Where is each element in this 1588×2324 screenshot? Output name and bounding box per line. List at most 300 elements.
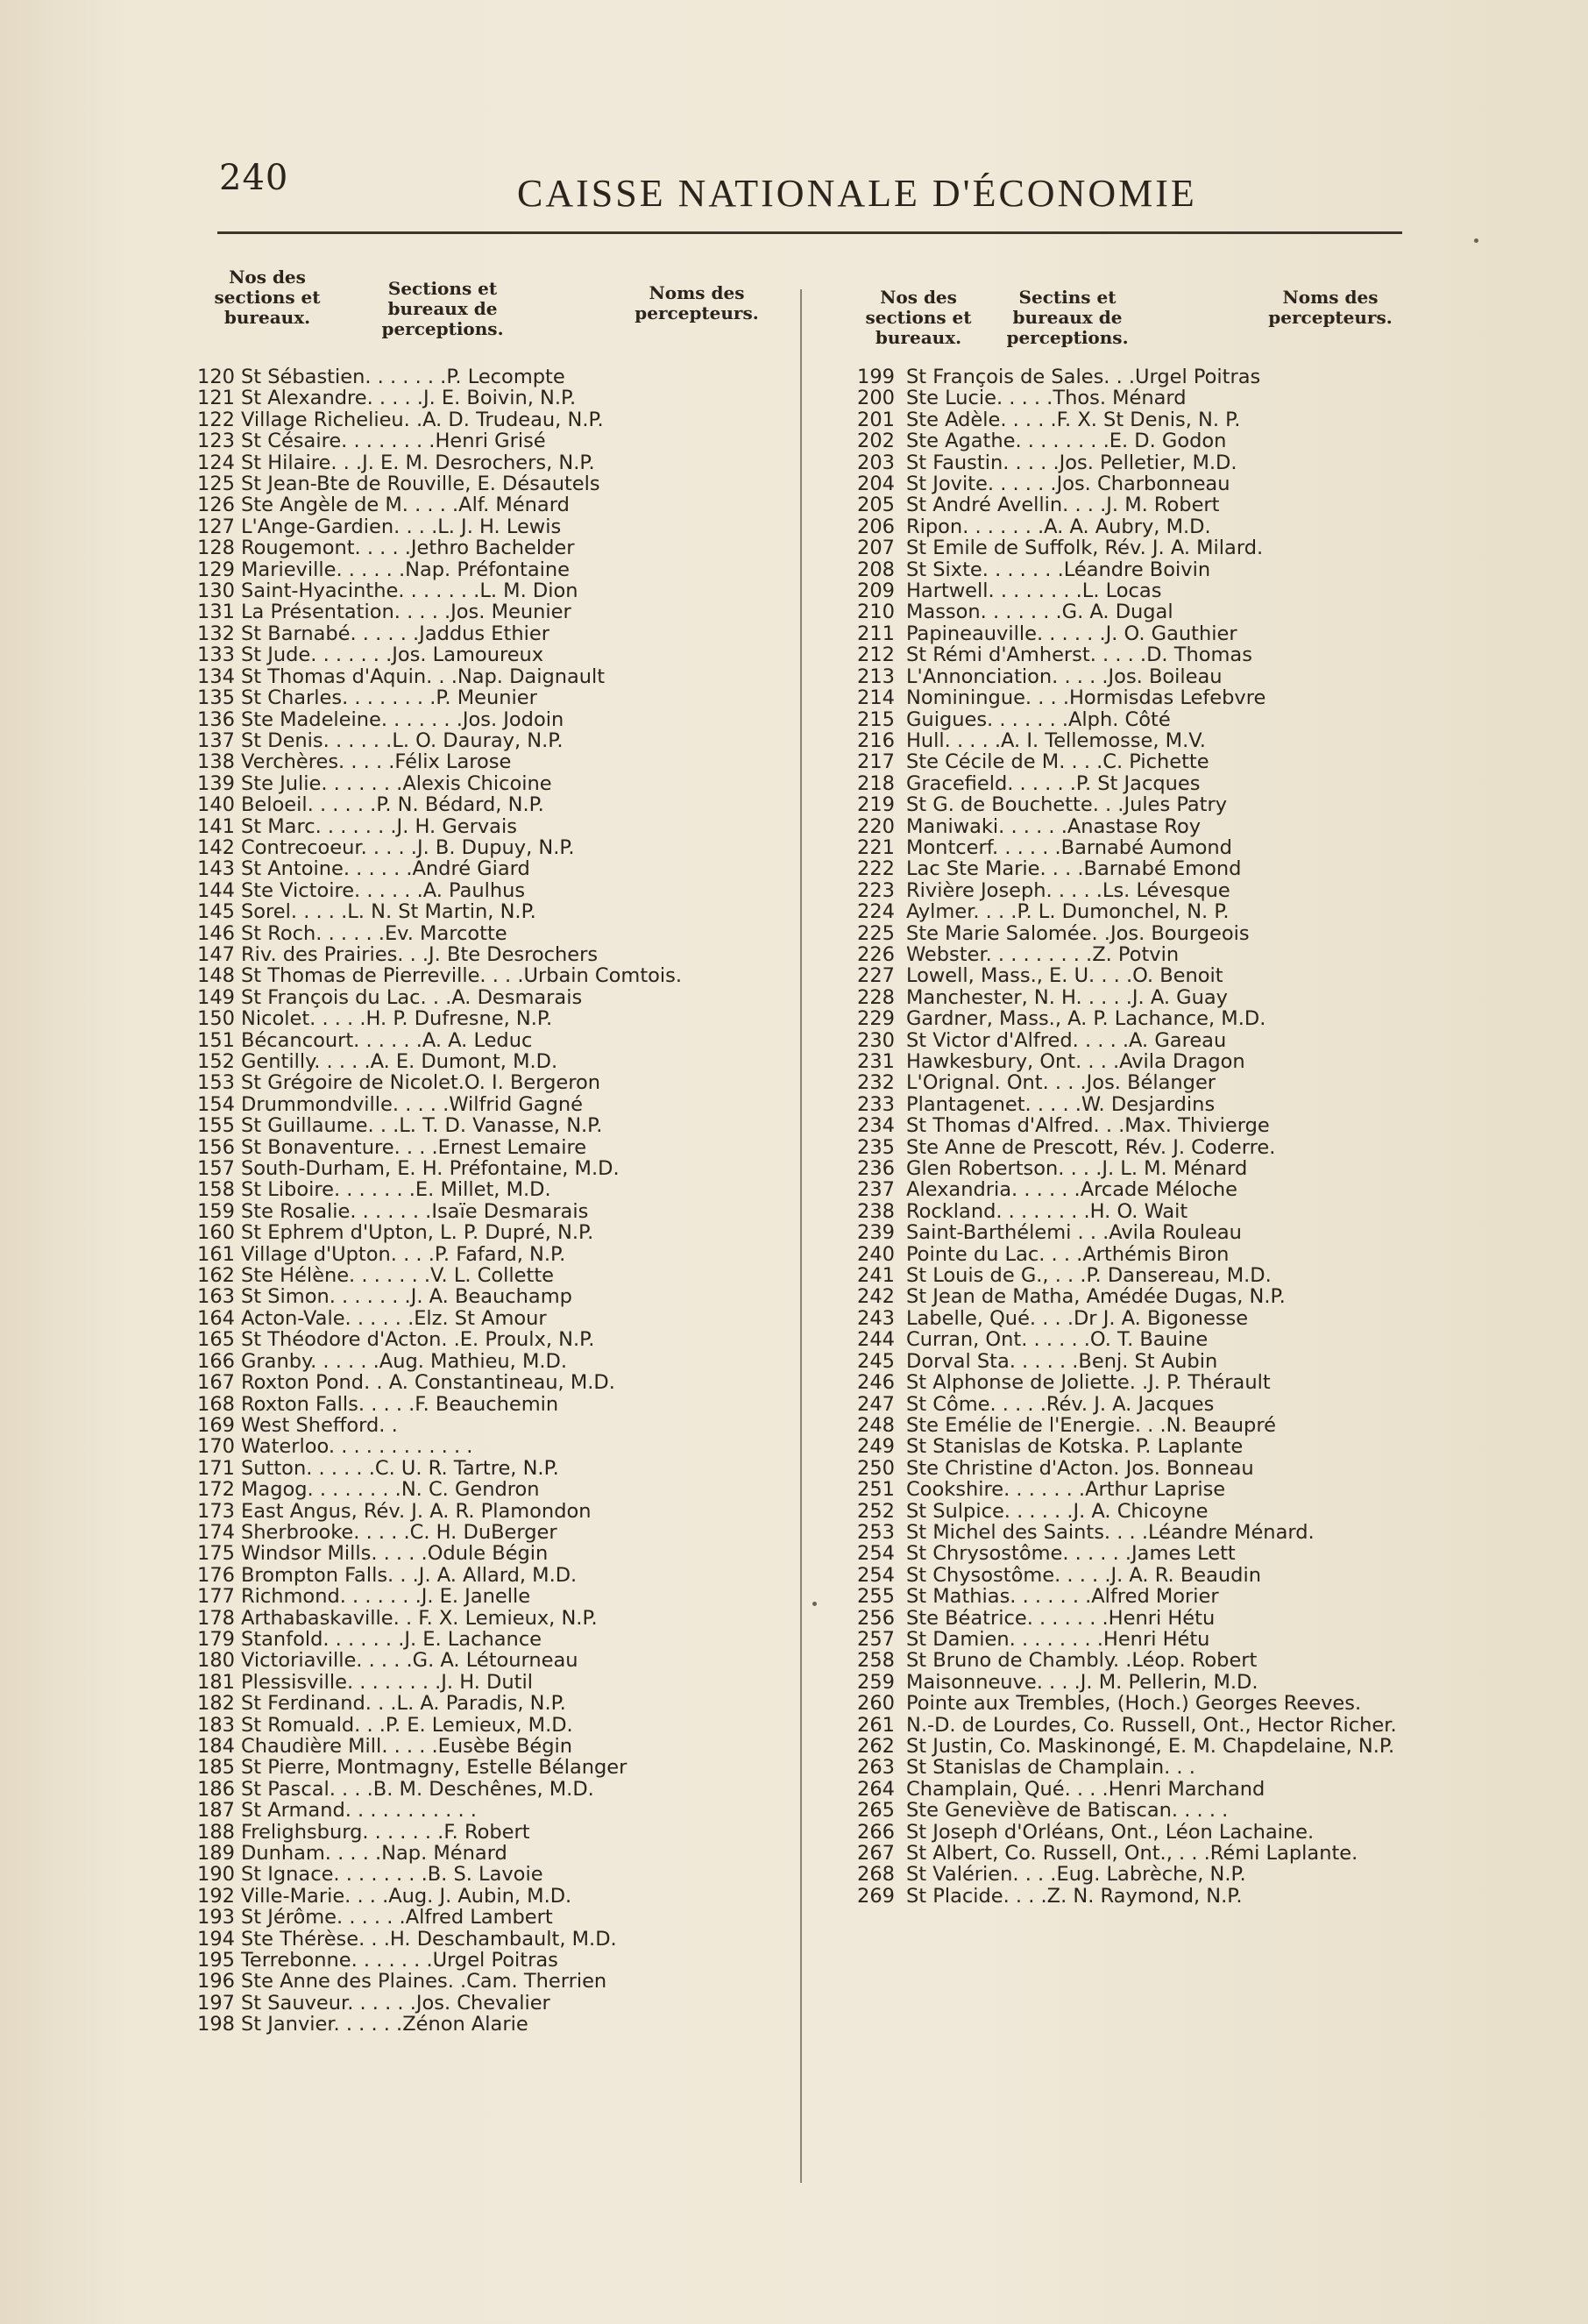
list-item: [197, 1115, 767, 1136]
section-entry-text: St Stanislas de Kotska. P. Laplante: [906, 1435, 1244, 1459]
section-entry-text: Cookshire. . . . . . .Arthur Laprise: [906, 1478, 1226, 1502]
list-item: [197, 666, 767, 687]
list-item: [197, 709, 767, 730]
section-entry-text: Sutton. . . . . .C. U. R. Tartre, N.P.: [241, 1456, 559, 1480]
section-number: 228: [857, 985, 895, 1009]
list-item: [197, 965, 767, 986]
section-number: 242: [857, 1285, 895, 1309]
list-item: [857, 1137, 1409, 1158]
list-item: [857, 1757, 1409, 1778]
section-number: 218: [857, 771, 895, 795]
right-column-header: [857, 263, 1409, 359]
section-number: 179: [197, 1627, 235, 1651]
section-number: 193: [197, 1906, 235, 1930]
list-item: [197, 773, 767, 794]
section-entry-text: St André Avellin. . . .J. M. Robert: [906, 494, 1220, 517]
list-item: [857, 623, 1409, 644]
list-item: [857, 494, 1409, 515]
list-item: [197, 1672, 767, 1693]
section-number: 166: [197, 1349, 235, 1373]
section-entry-text: Ste Hélène. . . . . . .V. L. Collette: [241, 1264, 554, 1288]
section-entry-text: Hawkesbury, Ont. . . .Avila Dragon: [906, 1050, 1245, 1073]
list-item: [197, 623, 767, 644]
section-number: 198: [197, 2013, 235, 2036]
list-item: [197, 1415, 767, 1436]
section-entry-text: St Hilaire. . .J. E. M. Desrochers, N.P.: [241, 451, 595, 474]
section-entry-text: St Emile de Suffolk, Rév. J. A. Milard.: [906, 537, 1264, 560]
list-item: [197, 1137, 767, 1158]
section-number: 211: [857, 622, 895, 645]
section-entry-text: Ste Julie. . . . . . .Alexis Chicoine: [241, 771, 552, 795]
list-item: [857, 559, 1409, 580]
list-item: [857, 1372, 1409, 1393]
section-number: 259: [857, 1670, 895, 1694]
section-number: 128: [197, 537, 235, 560]
section-number: 205: [857, 494, 895, 517]
header-section-numbers: Nos des sections et bureaux.: [214, 267, 321, 328]
section-number: 130: [197, 579, 235, 603]
section-number: 168: [197, 1392, 235, 1416]
list-item: [197, 858, 767, 879]
section-entry-text: St Ignace. . . . . . . .B. S. Lavoie: [241, 1863, 543, 1887]
list-item: [857, 1115, 1409, 1136]
section-number: 148: [197, 964, 235, 988]
list-item: [857, 1265, 1409, 1286]
list-item: [857, 1158, 1409, 1179]
section-entry-text: Plessisville. . . . . . . .J. H. Dutil: [241, 1670, 533, 1694]
list-item: [197, 1394, 767, 1415]
section-entry-text: Lowell, Mass., E. U. . . .O. Benoit: [906, 964, 1223, 988]
section-number: 217: [857, 750, 895, 774]
list-item: [197, 837, 767, 858]
section-entry-text: St Louis de G., . . .P. Dansereau, M.D.: [906, 1264, 1272, 1288]
section-entry-text: St Justin, Co. Maskinongé, E. M. Chapdelaine, N.P.: [906, 1735, 1395, 1758]
list-item: [857, 1351, 1409, 1372]
list-item: [197, 1993, 767, 2014]
section-number: 267: [857, 1842, 895, 1866]
section-entry-text: St Côme. . . . .Rév. J. A. Jacques: [906, 1392, 1215, 1416]
list-item: [197, 559, 767, 580]
list-item: [197, 944, 767, 965]
list-item: [857, 1715, 1409, 1736]
list-item: [197, 1736, 767, 1757]
section-entry-text: N.-D. de Lourdes, Co. Russell, Ont., Hector Richer.: [906, 1713, 1397, 1737]
section-number: 232: [857, 1071, 895, 1095]
section-number: 208: [857, 558, 895, 581]
page-number: 240: [219, 158, 289, 198]
section-entry-text: Ville-Marie. . . .Aug. J. Aubin, M.D.: [241, 1884, 572, 1908]
section-number: 229: [857, 1007, 895, 1031]
section-number: 239: [857, 1221, 895, 1245]
column-divider: [800, 289, 802, 2183]
list-item: [857, 1201, 1409, 1222]
section-entry-text: St Thomas d'Aquin. . .Nap. Daignault: [241, 665, 606, 688]
section-number: 139: [197, 771, 235, 795]
section-entry-text: St Denis. . . . . .L. O. Dauray, N.P.: [241, 728, 564, 752]
list-item: [197, 1372, 767, 1393]
right-column: [857, 263, 1409, 1907]
list-item: [857, 1736, 1409, 1757]
section-number: 164: [197, 1306, 235, 1330]
list-item: [857, 1394, 1409, 1415]
section-entry-text: St Jovite. . . . . .Jos. Charbonneau: [906, 473, 1230, 496]
list-item: [197, 1265, 767, 1286]
section-entry-text: St Damien. . . . . . . .Henri Hétu: [906, 1627, 1210, 1651]
section-entry-text: Gracefield. . . . . .P. St Jacques: [906, 771, 1201, 795]
section-number: 143: [197, 857, 235, 881]
section-entry-text: La Présentation. . . . .Jos. Meunier: [241, 601, 571, 624]
list-item: [857, 1030, 1409, 1051]
section-entry-text: St Chysostôme. . . . .J. A. R. Beaudin: [906, 1563, 1261, 1587]
section-number: 134: [197, 665, 235, 688]
section-entry-text: St Marc. . . . . . .J. H. Gervais: [241, 814, 517, 838]
section-entry-text: Drummondville. . . . .Wilfrid Gagné: [241, 1092, 583, 1116]
section-number: 140: [197, 793, 235, 817]
list-item: [857, 1543, 1409, 1564]
section-number: 221: [857, 835, 895, 859]
section-entry-text: Village d'Upton. . . .P. Fafard, N.P.: [241, 1242, 566, 1266]
section-entry-text: St Pascal. . . .B. M. Deschênes, M.D.: [241, 1777, 594, 1801]
section-number: 126: [197, 494, 235, 517]
list-item: [197, 1051, 767, 1072]
section-number: 131: [197, 601, 235, 624]
section-number: 200: [857, 387, 895, 410]
section-entry-text: Rockland. . . . . . . .H. O. Wait: [906, 1199, 1188, 1223]
list-item: [857, 1693, 1409, 1714]
list-item: [197, 1864, 767, 1885]
section-entry-text: Saint-Hyacinthe. . . . . . .L. M. Dion: [241, 579, 578, 603]
list-item: [857, 366, 1409, 387]
section-entry-text: St Liboire. . . . . . .E. Millet, M.D.: [241, 1178, 551, 1202]
list-item: [857, 580, 1409, 601]
section-entry-text: St Faustin. . . . .Jos. Pelletier, M.D.: [906, 451, 1237, 474]
section-number: 187: [197, 1799, 235, 1823]
list-item: [857, 1522, 1409, 1543]
section-number: 173: [197, 1499, 235, 1523]
section-number: 199: [857, 366, 895, 388]
list-item: [857, 1650, 1409, 1671]
section-number: 238: [857, 1199, 895, 1223]
section-entry-text: St Césaire. . . . . . . .Henri Grisé: [241, 430, 546, 453]
section-number: 150: [197, 1007, 235, 1031]
section-number: 177: [197, 1585, 235, 1609]
list-item: [197, 1608, 767, 1629]
section-number: 215: [857, 707, 895, 731]
list-item: [197, 387, 767, 409]
section-entry-text: Gardner, Mass., A. P. Lachance, M.D.: [906, 1007, 1266, 1031]
section-number: 258: [857, 1649, 895, 1673]
list-item: [857, 1779, 1409, 1800]
list-item: [197, 452, 767, 473]
section-number: 231: [857, 1050, 895, 1073]
section-entry-text: St Jean-Bte de Rouville, E. Désautels: [241, 473, 600, 496]
list-item: [197, 1436, 767, 1457]
list-item: [197, 1179, 767, 1200]
section-entry-text: St Ephrem d'Upton, L. P. Dupré, N.P.: [241, 1221, 594, 1245]
section-entry-text: Brompton Falls. . .J. A. Allard, M.D.: [241, 1563, 578, 1587]
section-entry-text: Ste Angèle de M. . . . .Alf. Ménard: [241, 494, 570, 517]
section-number: 266: [857, 1820, 895, 1844]
section-number: 147: [197, 942, 235, 966]
section-entry-text: Dunham. . . . .Nap. Ménard: [241, 1842, 507, 1866]
section-number: 188: [197, 1820, 235, 1844]
list-item: [197, 1757, 767, 1778]
list-item: [857, 987, 1409, 1008]
section-entry-text: Plantagenet. . . . .W. Desjardins: [906, 1092, 1216, 1116]
header-sections: Sections et bureaux de perceptions.: [381, 278, 504, 339]
list-item: [197, 516, 767, 537]
list-item: [857, 1179, 1409, 1200]
section-number: 194: [197, 1927, 235, 1951]
section-entry-text: Labelle, Qué. . . .Dr J. A. Bigonesse: [906, 1306, 1249, 1330]
section-number: 225: [857, 921, 895, 945]
list-item: [197, 1244, 767, 1265]
section-number: 262: [857, 1735, 895, 1758]
section-entry-text: Beloeil. . . . . .P. N. Bédard, N.P.: [241, 793, 544, 817]
section-number: 160: [197, 1221, 235, 1245]
section-number: 169: [197, 1413, 235, 1437]
section-number: 209: [857, 579, 895, 603]
list-item: [197, 1543, 767, 1564]
list-item: [857, 837, 1409, 858]
section-number: 165: [197, 1328, 235, 1352]
list-item: [857, 1843, 1409, 1864]
section-number: 201: [857, 408, 895, 431]
header-section-numbers: Nos des sections et bureaux.: [865, 287, 972, 348]
list-item: [197, 1715, 767, 1736]
list-item: [197, 1800, 767, 1821]
list-item: [857, 1479, 1409, 1500]
list-item: [197, 1286, 767, 1307]
header-collectors: Noms des percepteurs.: [1268, 287, 1393, 328]
section-number: 144: [197, 878, 235, 902]
section-entry-text: Sorel. . . . .L. N. St Martin, N.P.: [241, 900, 536, 924]
list-item: [857, 901, 1409, 922]
section-number: 152: [197, 1050, 235, 1073]
list-item: [197, 751, 767, 772]
section-entry-text: Frelighsburg. . . . . . .F. Robert: [241, 1820, 530, 1844]
section-entry-text: Stanfold. . . . . . .J. E. Lachance: [241, 1627, 542, 1651]
list-item: [197, 473, 767, 494]
section-number: 155: [197, 1114, 235, 1138]
list-item: [197, 730, 767, 751]
section-entry-text: South-Durham, E. H. Préfontaine, M.D.: [241, 1157, 620, 1181]
section-number: 216: [857, 728, 895, 752]
list-item: [857, 452, 1409, 473]
list-item: [197, 601, 767, 622]
section-number: 162: [197, 1264, 235, 1288]
section-entry-text: St Joseph d'Orléans, Ont., Léon Lachaine.: [906, 1820, 1315, 1844]
right-entry-list: [857, 366, 1409, 1907]
list-item: [857, 1436, 1409, 1457]
section-entry-text: Maisonneuve. . . .J. M. Pellerin, M.D.: [906, 1670, 1258, 1694]
section-entry-text: St Sauveur. . . . . .Jos. Chevalier: [241, 1991, 550, 2015]
section-entry-text: Masson. . . . . . .G. A. Dugal: [906, 601, 1173, 624]
section-number: 219: [857, 793, 895, 817]
section-number: 203: [857, 451, 895, 474]
section-entry-text: Ste Marie Salomée. .Jos. Bourgeois: [906, 921, 1250, 945]
list-item: [197, 987, 767, 1008]
list-item: [197, 1950, 767, 1971]
section-number: 135: [197, 686, 235, 710]
section-number: 153: [197, 1071, 235, 1095]
section-entry-text: Montcerf. . . . . .Barnabé Aumond: [906, 835, 1232, 859]
list-item: [197, 1843, 767, 1864]
section-entry-text: St Placide. . . .Z. N. Raymond, N.P.: [906, 1884, 1243, 1908]
section-entry-text: L'Annonciation. . . . .Jos. Boileau: [906, 665, 1223, 688]
section-entry-text: Dorval Sta. . . . . .Benj. St Aubin: [906, 1349, 1218, 1373]
section-entry-text: St François de Sales. . .Urgel Poitras: [906, 366, 1261, 388]
list-item: [857, 816, 1409, 837]
section-number: 192: [197, 1884, 235, 1908]
list-item: [857, 880, 1409, 901]
list-item: [857, 644, 1409, 665]
speck-mark: [812, 1602, 817, 1606]
list-item: [197, 1008, 767, 1029]
section-number: 265: [857, 1799, 895, 1823]
section-entry-text: L'Ange-Gardien. . . .L. J. H. Lewis: [241, 515, 562, 538]
section-number: 146: [197, 921, 235, 945]
section-number: 257: [857, 1627, 895, 1651]
section-entry-text: Victoriaville. . . . .G. A. Létourneau: [241, 1649, 578, 1673]
list-item: [857, 1308, 1409, 1329]
section-entry-text: St Chrysostôme. . . . . .James Lett: [906, 1542, 1236, 1566]
section-entry-text: St Roch. . . . . .Ev. Marcotte: [241, 921, 507, 945]
section-entry-text: Ste Cécile de M. . . .C. Pichette: [906, 750, 1209, 774]
section-entry-text: Bécancourt. . . . . .A. A. Leduc: [241, 1028, 533, 1052]
section-entry-text: St Alexandre. . . . .J. E. Boivin, N.P.: [241, 387, 577, 410]
section-entry-text: St Albert, Co. Russell, Ont., . . .Rémi Laplante.: [906, 1842, 1358, 1866]
section-number: 269: [857, 1884, 895, 1908]
section-number: 222: [857, 857, 895, 881]
section-number: 197: [197, 1991, 235, 2015]
section-number: 223: [857, 878, 895, 902]
section-entry-text: St Ferdinand. . .L. A. Paradis, N.P.: [241, 1692, 566, 1716]
section-entry-text: Ste Anne de Prescott, Rév. J. Coderre.: [906, 1135, 1276, 1159]
section-number: 175: [197, 1542, 235, 1566]
section-number: 157: [197, 1157, 235, 1181]
list-item: [857, 730, 1409, 751]
section-entry-text: Webster. . . . . . . . .Z. Potvin: [906, 942, 1180, 966]
section-entry-text: St Mathias. . . . . . .Alfred Morier: [906, 1585, 1219, 1609]
list-item: [857, 1051, 1409, 1072]
section-entry-text: St Janvier. . . . . .Zénon Alarie: [241, 2013, 528, 2036]
section-number: 176: [197, 1563, 235, 1587]
list-item: [857, 473, 1409, 494]
section-number: 245: [857, 1349, 895, 1373]
list-item: [857, 430, 1409, 451]
section-entry-text: St G. de Bouchette. . .Jules Patry: [906, 793, 1228, 817]
list-item: [857, 858, 1409, 879]
section-number: 244: [857, 1328, 895, 1352]
list-item: [197, 1822, 767, 1843]
list-item: [857, 751, 1409, 772]
list-item: [197, 901, 767, 922]
section-entry-text: Ste Adèle. . . . .F. X. St Denis, N. P.: [906, 408, 1241, 431]
section-number: 183: [197, 1713, 235, 1737]
section-number: 154: [197, 1092, 235, 1116]
list-item: [197, 1158, 767, 1179]
section-number: 125: [197, 473, 235, 496]
section-number: 127: [197, 515, 235, 538]
section-number: 250: [857, 1456, 895, 1480]
section-entry-text: Sherbrooke. . . . .C. H. DuBerger: [241, 1520, 557, 1544]
section-entry-text: Gentilly. . . . .A. E. Dumont, M.D.: [241, 1050, 558, 1073]
list-item: [857, 1329, 1409, 1350]
section-number: 202: [857, 430, 895, 453]
section-entry-text: Papineauville. . . . . .J. O. Gauthier: [906, 622, 1237, 645]
section-entry-text: St Jude. . . . . . .Jos. Lamoureux: [241, 643, 544, 667]
section-number: 182: [197, 1692, 235, 1716]
section-number: 186: [197, 1777, 235, 1801]
section-number: 174: [197, 1520, 235, 1544]
section-entry-text: St Victor d'Alfred. . . . .A. Gareau: [906, 1028, 1227, 1052]
section-number: 204: [857, 473, 895, 496]
section-number: 167: [197, 1371, 235, 1395]
section-entry-text: Ste Agathe. . . . . . . .E. D. Godon: [906, 430, 1227, 453]
section-number: 227: [857, 964, 895, 988]
section-number: 264: [857, 1777, 895, 1801]
list-item: [197, 1201, 767, 1222]
section-number: 254: [857, 1563, 895, 1587]
section-number: 220: [857, 814, 895, 838]
list-item: [857, 1008, 1409, 1029]
section-number: 149: [197, 985, 235, 1009]
section-entry-text: St Valérien. . . .Eug. Labrèche, N.P.: [906, 1863, 1246, 1887]
left-column-header: [197, 263, 767, 359]
section-number: 163: [197, 1285, 235, 1309]
section-entry-text: Guigues. . . . . . .Alph. Côté: [906, 707, 1171, 731]
header-sections: Sectins et bureaux de perceptions.: [1006, 287, 1129, 348]
section-entry-text: St Romuald. . .P. E. Lemieux, M.D.: [241, 1713, 573, 1737]
section-number: 161: [197, 1242, 235, 1266]
section-number: 240: [857, 1242, 895, 1266]
section-number: 180: [197, 1649, 235, 1673]
section-entry-text: Ste Lucie. . . . .Thos. Ménard: [906, 387, 1187, 410]
list-item: [197, 1030, 767, 1051]
section-number: 132: [197, 622, 235, 645]
speck-mark: [1474, 238, 1478, 243]
list-item: [197, 1971, 767, 1992]
section-number: 251: [857, 1478, 895, 1502]
section-number: 235: [857, 1135, 895, 1159]
section-entry-text: St Antoine. . . . . .André Giard: [241, 857, 530, 881]
section-number: 121: [197, 387, 235, 410]
section-entry-text: West Shefford. .: [241, 1413, 398, 1437]
section-number: 255: [857, 1585, 895, 1609]
section-entry-text: St Sébastien. . . . . . .P. Lecompte: [241, 366, 565, 388]
section-entry-text: St Guillaume. . .L. T. D. Vanasse, N.P.: [241, 1114, 603, 1138]
list-item: [857, 944, 1409, 965]
list-item: [857, 1286, 1409, 1307]
section-number: 190: [197, 1863, 235, 1887]
section-number: 156: [197, 1135, 235, 1159]
list-item: [857, 409, 1409, 430]
section-entry-text: Acton-Vale. . . . . .Elz. St Amour: [241, 1306, 547, 1330]
list-item: [197, 816, 767, 837]
list-item: [197, 430, 767, 451]
section-number: 124: [197, 451, 235, 474]
section-entry-text: St Rémi d'Amherst. . . . .D. Thomas: [906, 643, 1252, 667]
list-item: [857, 1586, 1409, 1607]
list-item: [197, 644, 767, 665]
list-item: [857, 1244, 1409, 1265]
list-item: [197, 794, 767, 815]
section-entry-text: Champlain, Qué. . . .Henri Marchand: [906, 1777, 1265, 1801]
section-number: 246: [857, 1371, 895, 1395]
list-item: [857, 1222, 1409, 1243]
list-item: [197, 580, 767, 601]
